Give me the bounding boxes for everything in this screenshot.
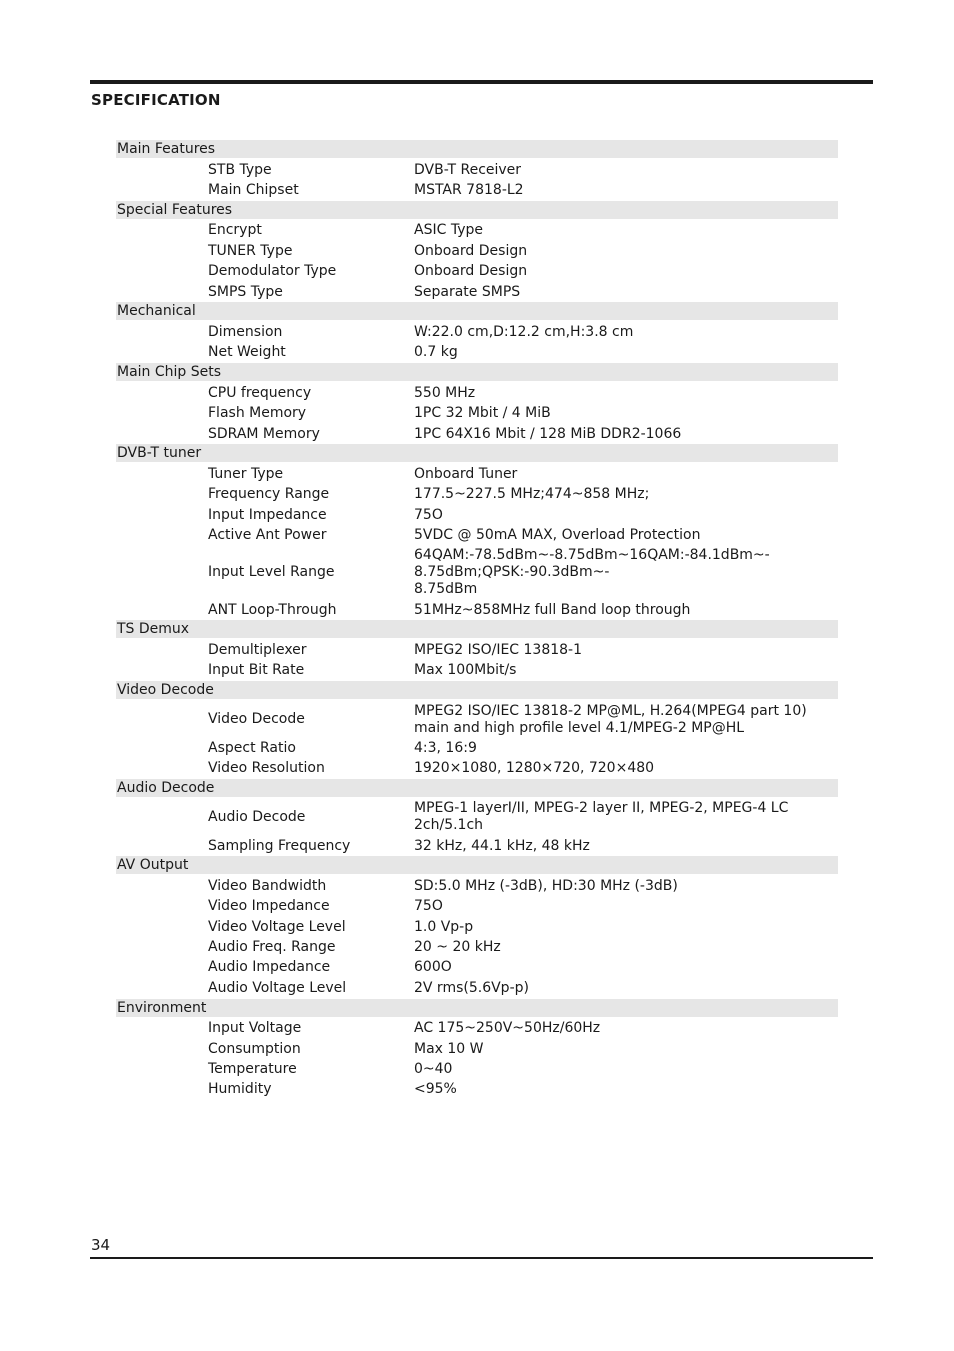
spec-label: Video Resolution bbox=[208, 760, 325, 777]
spec-row bbox=[116, 1080, 838, 1100]
spec-value: Separate SMPS bbox=[414, 283, 521, 300]
spec-label: SDRAM Memory bbox=[208, 425, 320, 442]
spec-label: Aspect Ratio bbox=[208, 739, 296, 756]
spec-label: Encrypt bbox=[208, 222, 262, 239]
section-header: Video Decode bbox=[116, 681, 838, 699]
spec-table bbox=[116, 140, 838, 1100]
spec-value: Max 100Mbit/s bbox=[414, 662, 517, 679]
spec-row bbox=[116, 958, 838, 978]
spec-value: MPEG-1 layerI/II, MPEG-2 layer II, MPEG-2, MPEG-4 LC 2ch/5.1ch bbox=[414, 800, 789, 834]
top-rule bbox=[90, 80, 873, 84]
spec-row bbox=[116, 897, 838, 917]
spec-value: W:22.0 cm,D:12.2 cm,H:3.8 cm bbox=[414, 324, 634, 341]
spec-row bbox=[116, 505, 838, 525]
spec-label: Temperature bbox=[208, 1061, 297, 1078]
spec-label: STB Type bbox=[208, 161, 272, 178]
spec-value: SD:5.0 MHz (-3dB), HD:30 MHz (-3dB) bbox=[414, 877, 678, 894]
section-header: DVB-T tuner bbox=[116, 444, 838, 462]
spec-label: Input Bit Rate bbox=[208, 662, 305, 679]
spec-value: 1PC 32 Mbit / 4 MiB bbox=[414, 405, 551, 422]
spec-label: Dimension bbox=[208, 324, 283, 341]
spec-label: Active Ant Power bbox=[208, 527, 327, 544]
spec-value: ASIC Type bbox=[414, 222, 483, 239]
spec-label: Video Bandwidth bbox=[208, 877, 327, 894]
spec-value: 177.5~227.5 MHz;474~858 MHz; bbox=[414, 486, 650, 503]
spec-row bbox=[116, 241, 838, 261]
spec-row bbox=[116, 343, 838, 363]
page-heading: SPECIFICATION bbox=[91, 91, 221, 109]
spec-value: 75O bbox=[414, 506, 443, 523]
spec-label: Demodulator Type bbox=[208, 263, 337, 280]
spec-value: 0~40 bbox=[414, 1061, 453, 1078]
spec-value: 75O bbox=[414, 898, 443, 915]
spec-row bbox=[116, 917, 838, 937]
spec-label: Audio Voltage Level bbox=[208, 979, 347, 996]
spec-row bbox=[116, 1039, 838, 1059]
spec-value: 20 ~ 20 kHz bbox=[414, 939, 501, 956]
spec-label: Video Impedance bbox=[208, 898, 330, 915]
spec-row bbox=[116, 180, 838, 200]
section-header: Main Features bbox=[116, 140, 838, 158]
spec-value: AC 175~250V~50Hz/60Hz bbox=[414, 1020, 601, 1037]
spec-value: DVB-T Receiver bbox=[414, 161, 522, 178]
bottom-rule bbox=[90, 1257, 873, 1259]
spec-value: 1PC 64X16 Mbit / 128 MiB DDR2-1066 bbox=[414, 425, 682, 442]
spec-label: Tuner Type bbox=[208, 465, 284, 482]
spec-label: Humidity bbox=[208, 1081, 272, 1098]
spec-value: 51MHz~858MHz full Band loop through bbox=[414, 601, 691, 618]
spec-row bbox=[116, 1059, 838, 1079]
spec-row bbox=[116, 221, 838, 241]
spec-label: Video Decode bbox=[208, 711, 305, 728]
spec-label: Input Voltage bbox=[208, 1020, 302, 1037]
spec-label: Frequency Range bbox=[208, 486, 330, 503]
spec-row bbox=[116, 424, 838, 444]
spec-value: 0.7 kg bbox=[414, 344, 458, 361]
spec-value: 32 kHz, 44.1 kHz, 48 kHz bbox=[414, 837, 590, 854]
section-header: Main Chip Sets bbox=[116, 363, 838, 381]
spec-row bbox=[116, 600, 838, 620]
spec-row bbox=[116, 1019, 838, 1039]
spec-label: Audio Decode bbox=[208, 808, 306, 825]
spec-value: 600O bbox=[414, 959, 452, 976]
section-header: Special Features bbox=[116, 201, 838, 219]
spec-value: 1920×1080, 1280×720, 720×480 bbox=[414, 760, 655, 777]
section-header: TS Demux bbox=[116, 620, 838, 638]
spec-row bbox=[116, 160, 838, 180]
spec-row bbox=[116, 262, 838, 282]
spec-value: Max 10 W bbox=[414, 1040, 484, 1057]
spec-row bbox=[116, 546, 838, 600]
spec-label: Audio Freq. Range bbox=[208, 939, 336, 956]
section-header: AV Output bbox=[116, 856, 838, 874]
section-header: Environment bbox=[116, 999, 838, 1017]
spec-label: CPU frequency bbox=[208, 384, 312, 401]
spec-row bbox=[116, 701, 838, 738]
spec-label: Demultiplexer bbox=[208, 641, 307, 658]
spec-label: Main Chipset bbox=[208, 182, 299, 199]
spec-label: TUNER Type bbox=[208, 242, 293, 259]
spec-row bbox=[116, 485, 838, 505]
spec-value: 4:3, 16:9 bbox=[414, 739, 477, 756]
spec-value: <95% bbox=[414, 1081, 457, 1098]
spec-value: 550 MHz bbox=[414, 384, 476, 401]
spec-row bbox=[116, 282, 838, 302]
spec-label: SMPS Type bbox=[208, 283, 283, 300]
spec-value: MPEG2 ISO/IEC 13818-1 bbox=[414, 641, 583, 658]
spec-row bbox=[116, 525, 838, 545]
spec-label: Sampling Frequency bbox=[208, 837, 351, 854]
spec-row bbox=[116, 661, 838, 681]
spec-label: Net Weight bbox=[208, 344, 286, 361]
spec-row bbox=[116, 758, 838, 778]
spec-row bbox=[116, 640, 838, 660]
spec-row bbox=[116, 464, 838, 484]
spec-row bbox=[116, 738, 838, 758]
section-header: Audio Decode bbox=[116, 779, 838, 797]
spec-label: Audio Impedance bbox=[208, 959, 331, 976]
spec-value: 5VDC @ 50mA MAX, Overload Protection bbox=[414, 527, 701, 544]
spec-row bbox=[116, 404, 838, 424]
spec-row bbox=[116, 937, 838, 957]
spec-value: Onboard Design bbox=[414, 242, 528, 259]
spec-row bbox=[116, 836, 838, 856]
spec-label: Flash Memory bbox=[208, 405, 307, 422]
spec-value: 2V rms(5.6Vp-p) bbox=[414, 979, 529, 996]
spec-value: Onboard Design bbox=[414, 263, 528, 280]
spec-row bbox=[116, 322, 838, 342]
spec-row bbox=[116, 383, 838, 403]
spec-value: Onboard Tuner bbox=[414, 465, 518, 482]
spec-value: MSTAR 7818-L2 bbox=[414, 182, 524, 199]
page-number: 34 bbox=[91, 1236, 111, 1254]
spec-row bbox=[116, 799, 838, 836]
spec-label: Input Level Range bbox=[208, 564, 335, 581]
spec-value: 1.0 Vp-p bbox=[414, 918, 474, 935]
spec-label: Video Voltage Level bbox=[208, 918, 346, 935]
spec-label: Input Impedance bbox=[208, 506, 327, 523]
spec-label: Consumption bbox=[208, 1040, 301, 1057]
section-header: Mechanical bbox=[116, 302, 838, 320]
spec-value: 64QAM:-78.5dBm~-8.75dBm~16QAM:-84.1dBm~- 8.75dBm;QPSK:-90.3dBm~- 8.75dBm bbox=[414, 547, 770, 598]
spec-label: ANT Loop-Through bbox=[208, 601, 337, 618]
spec-value: MPEG2 ISO/IEC 13818-2 MP@ML, H.264(MPEG4 part 10) main and high profile level 4.1/MPEG-2 MP@HL bbox=[414, 702, 807, 736]
spec-row bbox=[116, 876, 838, 896]
spec-row bbox=[116, 978, 838, 998]
